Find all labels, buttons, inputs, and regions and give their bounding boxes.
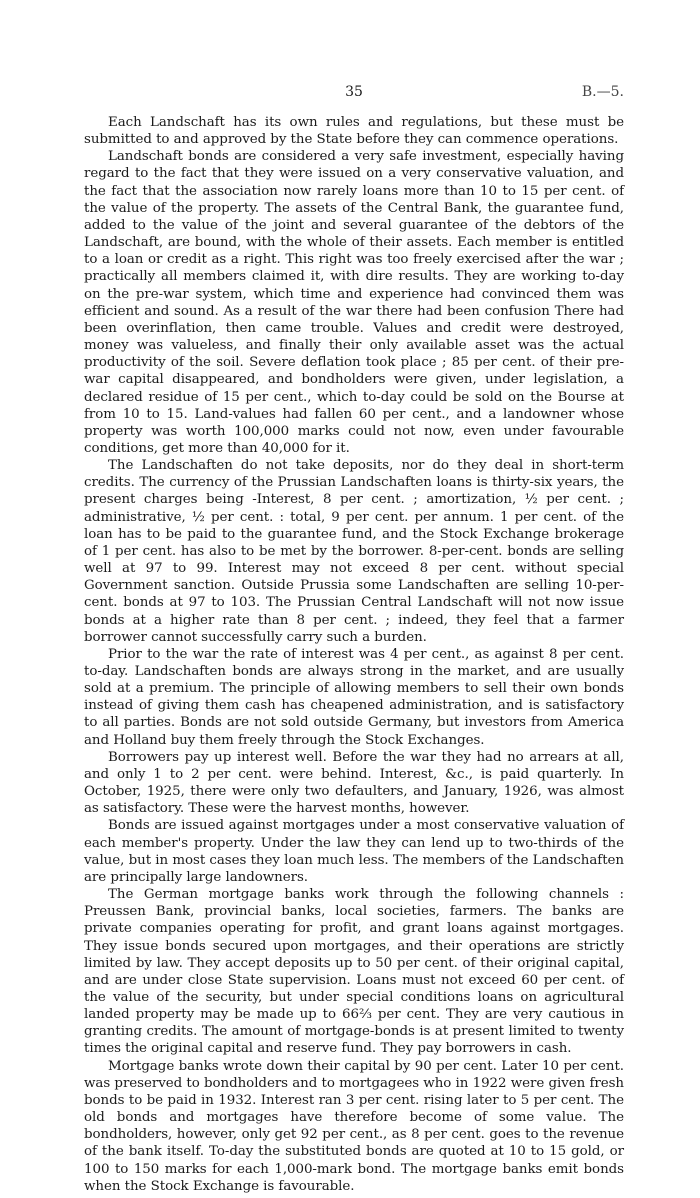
- page-number: 35: [345, 84, 363, 100]
- document-reference: B.—5.: [581, 84, 624, 100]
- paragraph: Prior to the war the rate of interest was 4 per cent., as against 8 per cent. to-day. Landschaften bonds are always strong in the market, and are usually sold at a premium. The principle of allowing members to sell their own bonds instead of giving them cash has cheapened administration, and is satisfactory to all parties. Bonds are not sold outside Germany, but investors from America and Holland buy them freely through the Stock Exchanges.: [84, 646, 624, 748]
- paragraph: Landschaft bonds are considered a very safe investment, especially having regard to the fact that they were issued on a very conservative valuation, and the fact that the association now rarely loans more than 10 to 15 per cent. of the value of the property. The assets of the Central Bank, the guarantee fund, added to the value of the joint and several guarantee of the debtors of the Landschaft, are bound, with the whole of their assets. Each member is entitled to a loan or credit as a right. This right was too freely exercised after the war ; practically all members claimed it, with dire results. They are working to-day on the pre-war system, which time and experience had convinced them was efficient and sound. As a result of the war there had been confusion There had been overinflation, then came trouble. Values and credit were destroyed, money was valueless, and finally their only available asset was the actual productivity of the soil. Severe deflation took place ; 85 per cent. of their pre-war capital disappeared, and bondholders were given, under legislation, a declared residue of 15 per cent., which to-day could be sold on the Bourse at from 10 to 15. Land-values had fallen 60 per cent., and a landowner whose property was worth 100,000 marks could not now, even under favourable conditions, get more than 40,000 for it.: [84, 149, 624, 456]
- paragraph: Each Landschaft has its own rules and regulations, but these must be submitted to and approved by the State before they can commence operations.: [84, 115, 624, 148]
- paragraph: Borrowers pay up interest well. Before the war they had no arrears at all, and only 1 to 2 per cent. were behind. Interest, &c., is paid quarterly. In October, 1925, there were only two defaulters, and January, 1926, was almost as satisfactory. These were the harvest months, however.: [84, 749, 624, 817]
- paragraph: The German mortgage banks work through the following channels : Preussen Bank, provincial banks, local societies, farmers. The banks are private companies operating for profit, and grant loans against mortgages. They issue bonds secured upon mortgages, and their operations are strictly limited by law. They accept deposits up to 50 per cent. of their original capital, and are under close State supervision. Loans must not exceed 60 per cent. of the value of the security, but under special conditions loans on agricultural landed property may be made up to 66⅔ per cent. They are very cautious in granting credits. The amount of mortgage-bonds is at present limited to twenty times the original capital and reserve fund. They pay borrowers in cash.: [84, 887, 624, 1057]
- paragraph: Mortgage banks wrote down their capital by 90 per cent. Later 10 per cent. was preserved to bondholders and to mortgagees who in 1922 were given fresh bonds to be paid in 1932. Interest ran 3 per cent. rising later to 5 per cent. The old bonds and mortgages have therefore become of some value. The bondholders, however, only get 92 per cent., as 8 per cent. goes to the revenue of the bank itself. To-day the substituted bonds are quoted at 10 to 15 gold, or 100 to 150 marks for each 1,000-mark bond. The mortgage banks emit bonds when the Stock Exchange is favourable.: [84, 1058, 624, 1194]
- document-page: [84, 84, 624, 1195]
- page-header: [84, 84, 624, 114]
- body-text: [84, 114, 624, 1195]
- paragraph: Bonds are issued against mortgages under a most conservative valuation of each member's property. Under the law they can lend up to two-thirds of the value, but in most cases they loan much less. The members of the Landschaften are principally large landowners.: [84, 818, 624, 885]
- paragraph: The Landschaften do not take deposits, nor do they deal in short-term credits. The currency of the Prussian Landschaften loans is thirty-six years, the present charges being -Interest, 8 per cent. ; amortization, ½ per cent. ; administrative, ½ per cent. : total, 9 per cent. per annum. 1 per cent. of the loan has to be paid to the guarantee fund, and the Stock Exchange brokerage of 1 per cent. has also to be met by the borrower. 8-per-cent. bonds are selling well at 97 to 99. Interest may not exceed 8 per cent. without special Government sanction. Outside Prussia some Landschaften are selling 10-per-cent. bonds at 97 to 103. The Prussian Central Landschaft will not now issue bonds at a higher rate than 8 per cent. ; indeed, they feel that a farmer borrower cannot successfully carry such a burden.: [84, 458, 624, 645]
